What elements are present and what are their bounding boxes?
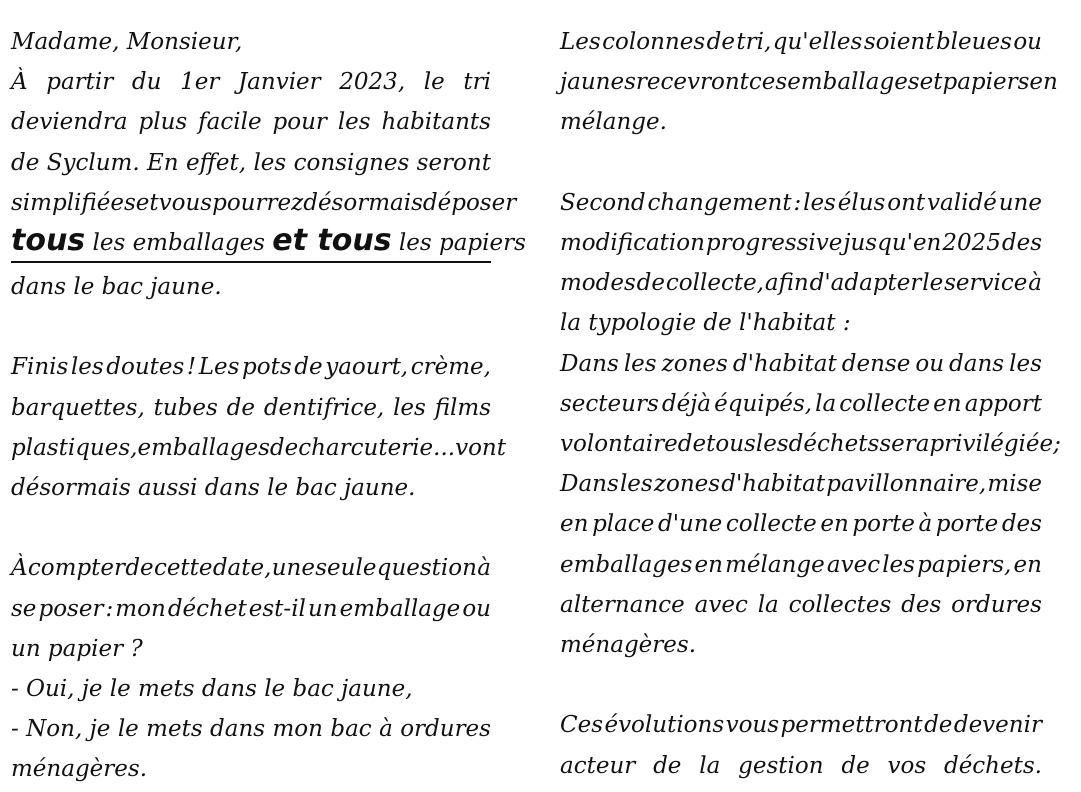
greeting: Madame, Monsieur, — [11, 29, 243, 55]
text-line: emballages en mélange avec les papiers, en — [560, 551, 1042, 578]
text-line: modification progressive jusqu'en 2025 des — [560, 230, 1042, 256]
text-line: Second changement : les élus ont validé une — [560, 189, 1042, 216]
emphasis-et-tous: et tous — [272, 223, 392, 259]
text-line: plastiques, emballages de charcuterie ... vont — [11, 434, 506, 461]
paragraph-second-changement — [560, 183, 1061, 665]
text-line: secteurs déjà équipés, la collecte en apport — [560, 390, 1042, 417]
paragraph-question — [11, 548, 491, 789]
text-line: ménagères. — [11, 756, 148, 783]
text-line: Ces évolutions vous permettront de devenir — [560, 712, 1042, 739]
text-line: barquettes, tubes de dentifrice, les films — [11, 394, 491, 421]
text-line: désormais aussi dans le bac jaune. — [11, 475, 416, 502]
paragraph-colonnes — [560, 22, 1058, 143]
text-line: ménagères. — [560, 632, 697, 659]
text-line: de Syclum. En effet, les consignes seront — [11, 149, 491, 176]
text-line: volontaire de tous les déchets sera privilégiée ; — [560, 431, 1061, 458]
text-line: À compter de cette date, une seule question à — [11, 555, 491, 582]
text-line: un papier ? — [11, 635, 143, 662]
text-line: acteur de la gestion de vos déchets. — [560, 752, 1042, 779]
text-line: deviendra plus facile pour les habitants — [11, 109, 491, 136]
text-line: dans le bac jaune. — [11, 274, 222, 301]
text-line: la typologie de l'habitat : — [560, 310, 851, 337]
text-line: jaunes recevront ces emballages et papiers en — [560, 69, 1058, 96]
paragraph-tri-simplifie — [11, 62, 526, 307]
text-line: simplifiées et vous pourrez désormais déposer — [11, 189, 517, 216]
text-line: - Oui, je le mets dans le bac jaune, — [11, 676, 413, 703]
text-line: en place d'une collecte en porte à porte des — [560, 511, 1042, 538]
emphasis-text: les papiers — [391, 230, 526, 257]
text-line: Finis les doutes ! Les pots de yaourt, crème, — [11, 354, 491, 381]
text-line: Dans les zones d'habitat dense ou dans les — [560, 350, 1042, 377]
right-column — [560, 22, 1061, 786]
text-line: À partir du 1er Janvier 2023, le tri — [11, 69, 491, 96]
text-line: Les colonnes de tri, qu'elles soient bleues ou — [560, 29, 1042, 55]
text-line: Dans les zones d'habitat pavillonnaire, mise — [560, 471, 1042, 498]
emphasis-line — [11, 223, 526, 263]
paragraph-evolutions — [560, 705, 1042, 785]
text-line: alternance avec la collectes des ordures — [560, 591, 1042, 618]
emphasis-tous: tous — [11, 223, 86, 259]
left-column — [11, 22, 526, 790]
paragraph-finis-les-doutes — [11, 347, 506, 508]
text-line: se poser : mon déchet est-il un emballage ou — [11, 595, 491, 622]
text-line: - Non, je le mets dans mon bac à ordures — [11, 716, 491, 743]
text-line: modes de collecte, afin d'adapter le service à — [560, 270, 1042, 297]
emphasis-text: les emballages — [85, 230, 273, 257]
text-line: mélange. — [560, 109, 667, 136]
